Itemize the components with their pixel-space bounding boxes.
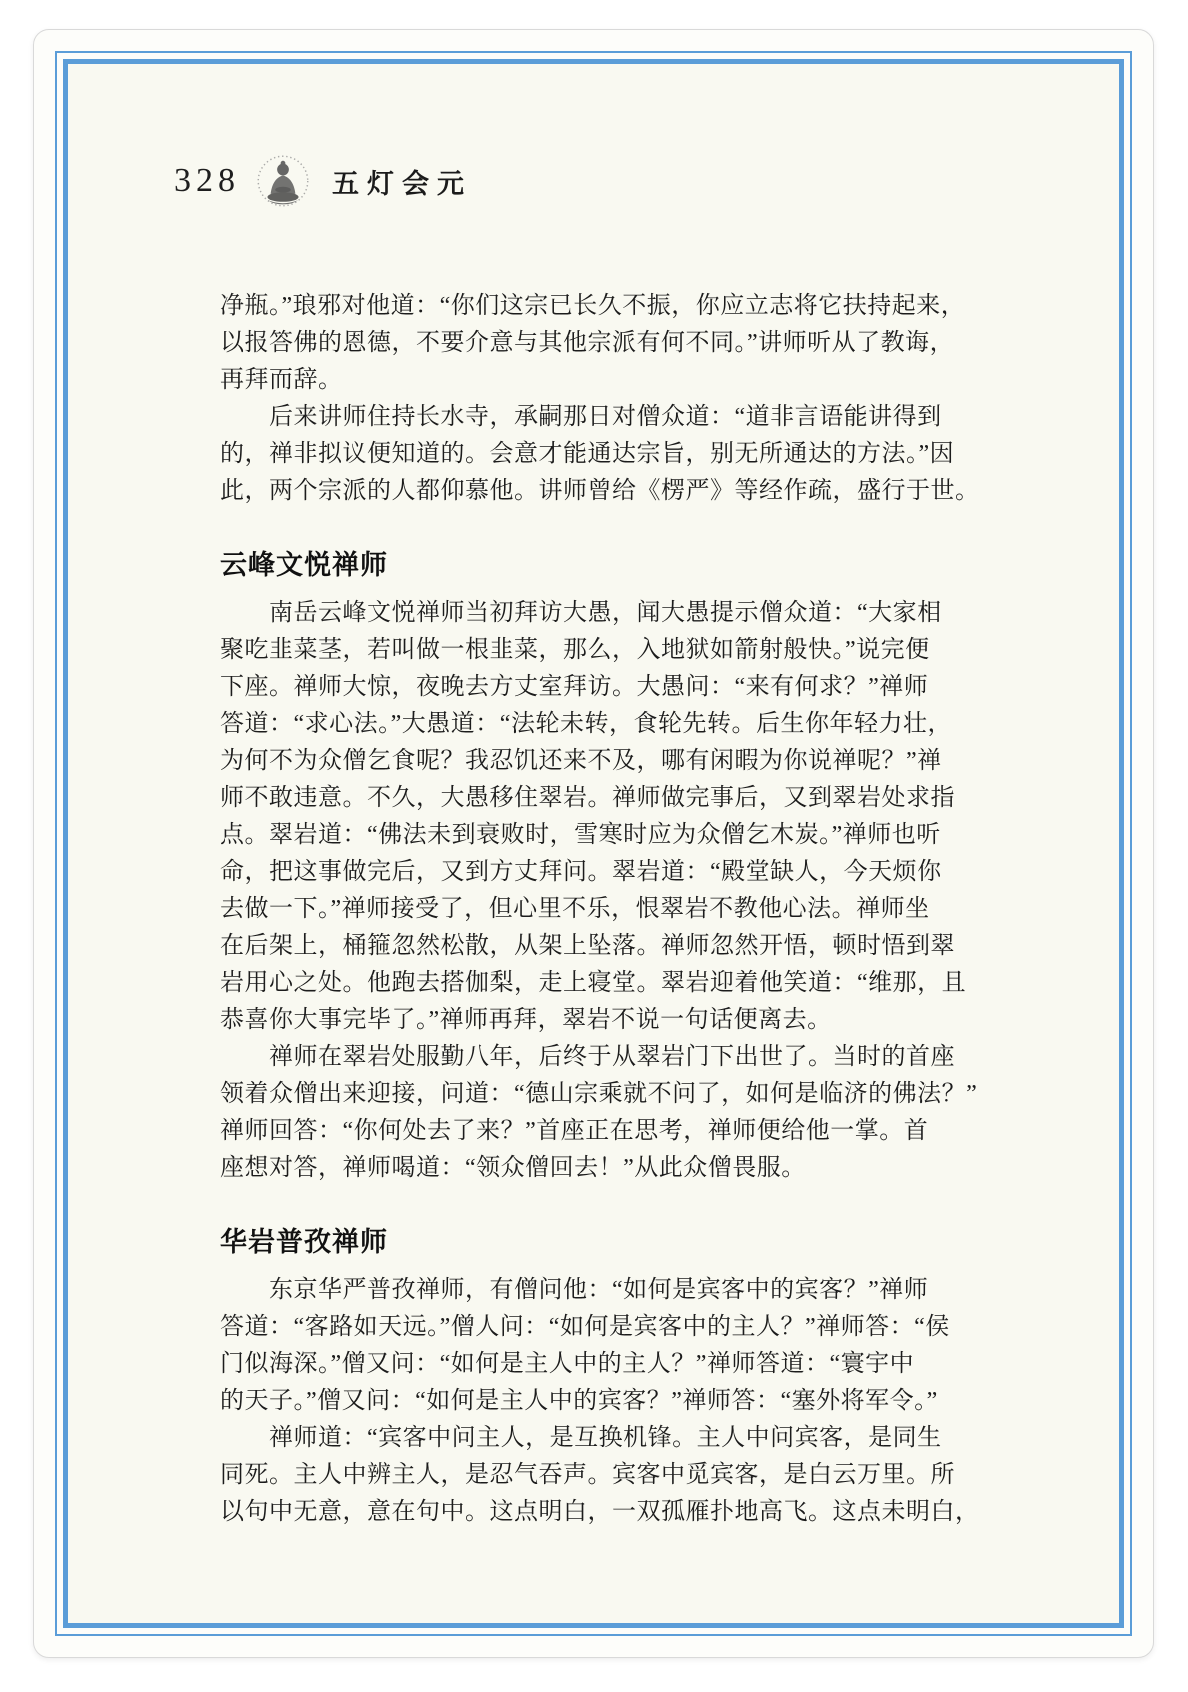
section-heading: 云峰文悦禅师 [220,550,388,580]
text-line: 再拜而辞。 [220,367,343,393]
text-line: 以句中无意，意在句中。这点明白，一双孤雁扑地高飞。这点未明白， [220,1499,980,1525]
paragraph [220,288,978,399]
text-line: 岩用心之处。他跑去搭伽梨，走上寝堂。翠岩迎着他笑道：“维那，且 [220,970,967,996]
text-line: 师不敢违意。不久，大愚移住翠岩。禅师做完事后，又到翠岩处求指 [220,785,955,811]
text-line: 答道：“求心法。”大愚道：“法轮未转，食轮先转。后生你年轻力壮， [220,711,952,737]
text-line: 为何不为众僧乞食呢？我忍饥还来不及，哪有闲暇为你说禅呢？”禅 [220,748,942,774]
text-line: 南岳云峰文悦禅师当初拜访大愚，闻大愚提示僧众道：“大家相 [220,600,942,626]
text-line: 答道：“客路如天远。”僧人问：“如何是宾客中的主人？”禅师答：“侯 [220,1314,950,1340]
text-line: 的天子。”僧又问：“如何是主人中的宾客？”禅师答：“塞外将军令。” [220,1388,938,1414]
text-line: 命，把这事做完后，又到方丈拜问。翠岩道：“殿堂缺人，今天烦你 [220,859,942,885]
buddha-seal-icon [255,148,311,214]
text-line: 后来讲师住持长水寺，承嗣那日对僧众道：“道非言语能讲得到 [220,404,942,430]
book-page-card [33,29,1154,1658]
text-line: 在后架上，桶箍忽然松散，从架上坠落。禅师忽然开悟，顿时悟到翠 [220,933,955,959]
paragraph [220,399,978,510]
page-number: 328 [174,162,240,199]
text-line: 禅师道：“宾客中问主人，是互换机锋。主人中问宾客，是同生 [220,1425,942,1451]
outer-blue-rule [55,51,1132,1636]
text-line: 净瓶。”琅邪对他道：“你们这宗已长久不振，你应立志将它扶持起来， [220,293,966,319]
text-line: 座想对答，禅师喝道：“领众僧回去！”从此众僧畏服。 [220,1155,806,1181]
text-line: 去做一下。”禅师接受了，但心里不乐，恨翠岩不教他心法。禅师坐 [220,896,930,922]
text-line: 点。翠岩道：“佛法未到衰败时，雪寒时应为众僧乞木炭。”禅师也听 [220,822,941,848]
paragraph [220,595,978,1039]
text-line: 同死。主人中辨主人，是忍气吞声。宾客中觅宾客，是白云万里。所 [220,1462,955,1488]
text-line: 以报答佛的恩德，不要介意与其他宗派有何不同。”讲师听从了教诲， [220,330,955,356]
paragraph [220,1039,978,1187]
text-line: 聚吃韭菜茎，若叫做一根韭菜，那么，入地狱如箭射般快。”说完便 [220,637,930,663]
text-line: 禅师在翠岩处服勤八年，后终于从翠岩门下出世了。当时的首座 [220,1044,955,1070]
text-line: 下座。禅师大惊，夜晚去方丈室拜访。大愚问：“来有何求？”禅师 [220,674,929,700]
section-heading: 华岩普孜禅师 [220,1227,388,1257]
text-line: 东京华严普孜禅师，有僧问他：“如何是宾客中的宾客？”禅师 [220,1277,929,1303]
page-header [174,148,472,214]
page-content [68,64,1119,1623]
text-line: 领着众僧出来迎接，问道：“德山宗乘就不问了，如何是临济的佛法？” [220,1081,978,1107]
text-body [220,288,978,1531]
text-line: 的，禅非拟议便知道的。会意才能通达宗旨，别无所通达的方法。”因 [220,441,955,467]
text-line: 禅师回答：“你何处去了来？”首座正在思考，禅师便给他一掌。首 [220,1118,929,1144]
paragraph [220,1420,978,1531]
inner-blue-rule [63,59,1124,1628]
paragraph [220,1272,978,1420]
text-line: 门似海深。”僧又问：“如何是主人中的主人？”禅师答道：“寰宇中 [220,1351,915,1377]
text-line: 恭喜你大事完毕了。”禅师再拜，翠岩不说一句话便离去。 [220,1007,832,1033]
book-title: 五灯会元 [332,168,472,199]
text-line: 此，两个宗派的人都仰慕他。讲师曾给《楞严》等经作疏，盛行于世。 [220,478,980,504]
